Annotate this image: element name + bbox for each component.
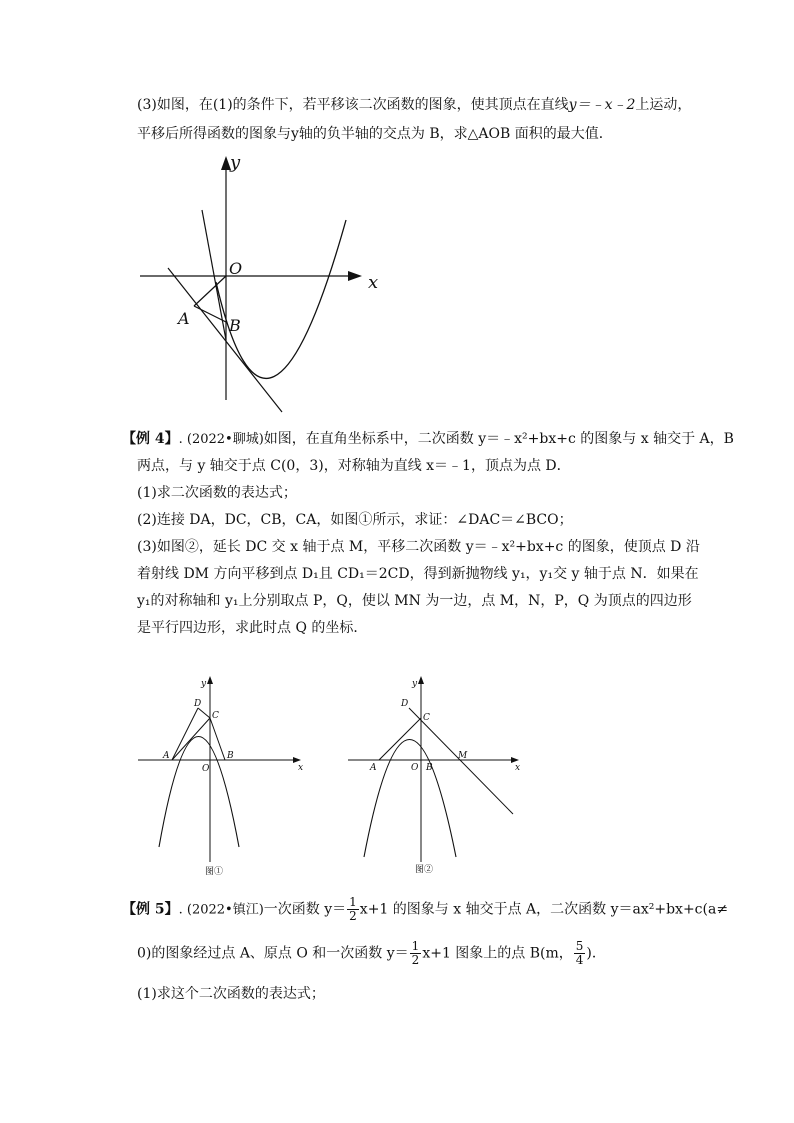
parabola-curve — [216, 220, 346, 378]
example5-line2 — [137, 940, 606, 967]
segment-dc — [198, 708, 210, 718]
example5-q1: (1)求这个二次函数的表达式； — [137, 986, 325, 1002]
example4-q3b: 着射线 DM 方向平移到点 D₁且 CD₁＝2CD，得到新抛物线 y₁，y₁交 y 轴于点 N．如果在 — [137, 566, 699, 582]
parabola-curve — [364, 740, 456, 858]
example5-text2b: x+1 图象上的点 B(m， — [422, 945, 573, 962]
figure-caption: 图① — [205, 867, 224, 877]
example5-text2c: )． — [586, 945, 606, 962]
example4-line2: 两点，与 y 轴交于点 C(0，3)，对称轴为直线 x＝﹣1，顶点为点 D． — [137, 458, 571, 474]
problem3-line1 — [137, 95, 691, 115]
label-b: B — [227, 751, 234, 761]
label-a: A — [163, 751, 170, 761]
label-x: x — [298, 763, 304, 773]
label-y: y — [201, 679, 207, 689]
x-axis-arrow — [348, 271, 362, 281]
label-c: C — [423, 713, 430, 723]
figure-1-parabola — [135, 672, 310, 882]
y-axis-arrow — [418, 676, 424, 684]
example4-q2: (2)连接 DA，DC，CB，CA，如图①所示，求证：∠DAC＝∠BCO； — [137, 512, 573, 528]
fraction-five-fourths: $\frac{5}{4}$ — [575, 939, 584, 967]
example4-q1: (1)求二次函数的表达式； — [137, 485, 297, 501]
example4-q3a: (3)如图②，延长 DC 交 x 轴于点 M，平移二次函数 y＝﹣x²+bx+c 的图象，使顶点 D 沿 — [137, 539, 700, 555]
segment-ca — [379, 718, 421, 760]
example5-tag: 【例 5】 — [122, 901, 179, 918]
example5-text2a: 0)的图象经过点 A、原点 O 和一次函数 y＝ — [137, 945, 409, 962]
label-y: y — [230, 152, 241, 173]
example4-source: . (2022•聊城) — [178, 432, 264, 447]
label-a: A — [370, 763, 377, 773]
label-y: y — [412, 679, 418, 689]
label-b: B — [229, 316, 241, 335]
example4-tag: 【例 4】 — [122, 431, 179, 447]
fraction-one-half-2: $\frac{1}{2}$ — [411, 939, 420, 967]
label-o: O — [229, 259, 243, 278]
label-x: x — [515, 763, 521, 773]
label-c: C — [212, 711, 219, 721]
example4-text1: 如图，在直角坐标系中，二次函数 y＝﹣x²+bx+c 的图象与 x 轴交于 A，B — [263, 431, 734, 447]
example4-q3c: y₁的对称轴和 y₁上分别取点 P，Q，使以 MN 为一边，点 M，N，P，Q 为顶点的四边形 — [137, 593, 692, 609]
segment-da — [172, 708, 198, 760]
figure-parabola-aob — [130, 150, 390, 420]
problem3-text-a: (3)如图，在(1)的条件下，若平移该二次函数的图象，使其顶点在直线 — [137, 97, 569, 113]
label-b: B — [426, 763, 433, 773]
label-a: A — [178, 309, 190, 328]
ray-dm — [409, 708, 513, 814]
problem3-text-b: 上运动， — [635, 97, 692, 113]
label-d: D — [194, 699, 202, 709]
label-o: O — [202, 764, 210, 774]
label-m: M — [458, 751, 468, 761]
segment-cb — [210, 718, 225, 760]
example5-line1 — [122, 896, 728, 923]
figure-caption: 图② — [415, 865, 434, 875]
y-axis-arrow — [207, 676, 213, 684]
problem3-line2: 平移后所得函数的图象与y轴的负半轴的交点为 B，求△AOB 面积的最大值． — [137, 126, 613, 142]
problem3-equation: y＝﹣x﹣2 — [568, 97, 636, 113]
example5-text1a: 一次函数 y＝ — [263, 901, 347, 918]
example4-line1 — [122, 429, 734, 450]
figure-2-parabola — [345, 672, 525, 882]
example4-q3d: 是平行四边形，求此时点 Q 的坐标． — [137, 620, 368, 636]
example5-text1b: x+1 的图象与 x 轴交于点 A，二次函数 y＝ax²+bx+c(a≠ — [359, 901, 729, 918]
label-x: x — [368, 272, 379, 293]
example5-source: . (2022•镇江) — [178, 902, 264, 918]
label-o: O — [411, 763, 419, 773]
label-d: D — [401, 699, 409, 709]
fraction-one-half: $\frac{1}{2}$ — [349, 895, 357, 923]
line-vertex-track — [168, 268, 282, 412]
